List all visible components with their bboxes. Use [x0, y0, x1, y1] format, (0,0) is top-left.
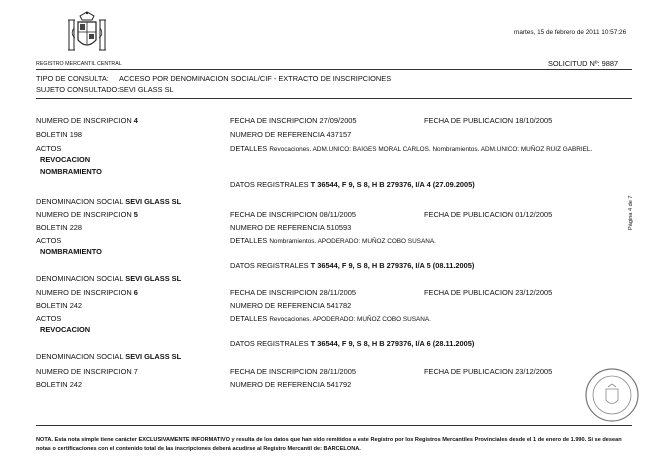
entry-3-fecha-inscripcion: FECHA DE INSCRIPCION 28/11/2005 — [230, 288, 356, 297]
request-number: SOLICITUD Nº: 9887 — [548, 59, 619, 68]
entry-1-fecha-inscripcion: FECHA DE INSCRIPCION 27/09/2005 — [230, 116, 357, 125]
entry-4-numero: NUMERO DE INSCRIPCION 7 — [36, 367, 138, 376]
entry-2-numero: NUMERO DE INSCRIPCION 5 — [36, 210, 138, 219]
entry-4-referencia: NUMERO DE REFERENCIA 541792 — [230, 380, 352, 389]
entry-4-boletin: BOLETIN 242 — [36, 380, 83, 389]
entry-3-acto-1: REVOCACION — [40, 325, 91, 334]
query-divider — [36, 98, 632, 99]
entry-1-actos-label: ACTOS — [36, 144, 62, 153]
query-type-label: TIPO DE CONSULTA: — [36, 74, 109, 83]
query-subject-label: SUJETO CONSULTADO: — [36, 85, 120, 94]
entry-3-referencia: NUMERO DE REFERENCIA 541782 — [230, 301, 352, 310]
entry-4-fecha-publicacion: FECHA DE PUBLICACION 23/12/2005 — [424, 367, 553, 376]
entry-2-fecha-publicacion: FECHA DE PUBLICACION 01/12/2005 — [424, 210, 553, 219]
entry-1-acto-2: NOMBRAMIENTO — [40, 167, 102, 176]
entry-1-detalles: DETALLES Revocaciones. ADM.UNICO: BAIGES MORAL CARLOS. Nombramientos. ADM.UNICO: MUÑOZ RUIZ GABRIEL. — [230, 144, 593, 153]
entry-2-actos-label: ACTOS — [36, 236, 62, 245]
entry-1-fecha-publicacion: FECHA DE PUBLICACION 18/10/2005 — [424, 116, 553, 125]
entry-2-detalles: DETALLES Nombramientos. APODERADO: MUÑOZ COBO SUSANA. — [230, 236, 436, 245]
entry-3-denominacion: DENOMINACION SOCIAL SEVI GLASS SL — [36, 274, 182, 283]
footer-note: NOTA. Esta nota simple tiene carácter EXCLUSIVAMENTE INFORMATIVO y resulta de los datos que han sido remitidos a este Registro por los Registros Mercantiles Provinciales desde el 1 de enero de 1.990. Si se desean notas o certificaciones con el contenido total de las inscripciones deberá acudirse al Registro Mercantil de: BARCELONA. — [36, 437, 622, 452]
entry-1-numero: NUMERO DE INSCRIPCION 4 — [36, 116, 138, 125]
footer-divider — [36, 425, 632, 426]
entry-3-actos-label: ACTOS — [36, 314, 62, 323]
entry-2-referencia: NUMERO DE REFERENCIA 510593 — [230, 223, 352, 232]
header-divider — [36, 69, 632, 70]
request-datetime: martes, 15 de febrero de 2011 10:57:26 — [514, 29, 627, 36]
query-subject-value: SEVI GLASS SL — [119, 85, 174, 94]
registry-seal-stamp — [584, 367, 640, 423]
entry-3-detalles: DETALLES Revocaciones. APODERADO: MUÑOZ COBO SUSANA. — [230, 314, 431, 323]
entry-2-denominacion: DENOMINACION SOCIAL SEVI GLASS SL — [36, 197, 182, 206]
registry-name: REGISTRO MERCANTIL CENTRAL — [36, 61, 122, 67]
entry-3-datos-registrales: DATOS REGISTRALES T 36544, F 9, S 8, H B 279376, I/A 6 (28.11.2005) — [230, 339, 475, 348]
entry-3-boletin: BOLETIN 242 — [36, 301, 83, 310]
entry-3-fecha-publicacion: FECHA DE PUBLICACION 23/12/2005 — [424, 288, 553, 297]
entry-3-numero: NUMERO DE INSCRIPCION 6 — [36, 288, 138, 297]
coat-of-arms-logo — [66, 10, 108, 58]
entry-1-referencia: NUMERO DE REFERENCIA 437157 — [230, 130, 352, 139]
entry-4-fecha-inscripcion: FECHA DE INSCRIPCION 28/11/2005 — [230, 367, 356, 376]
page-indicator: Página 4 de 7 — [628, 195, 634, 230]
query-type-value: ACCESO POR DENOMINACION SOCIAL/CIF - EXTRACTO DE INSCRIPCIONES — [119, 74, 392, 83]
entry-1-boletin: BOLETIN 198 — [36, 130, 83, 139]
entry-2-acto-1: NOMBRAMIENTO — [40, 247, 102, 256]
entry-2-boletin: BOLETIN 228 — [36, 223, 83, 232]
entry-2-fecha-inscripcion: FECHA DE INSCRIPCION 08/11/2005 — [230, 210, 356, 219]
entry-2-datos-registrales: DATOS REGISTRALES T 36544, F 9, S 8, H B 279376, I/A 5 (08.11.2005) — [230, 261, 475, 270]
entry-1-acto-1: REVOCACION — [40, 155, 91, 164]
entry-1-datos-registrales: DATOS REGISTRALES T 36544, F 9, S 8, H B 279376, I/A 4 (27.09.2005) — [230, 180, 475, 189]
entry-4-denominacion: DENOMINACION SOCIAL SEVI GLASS SL — [36, 352, 182, 361]
